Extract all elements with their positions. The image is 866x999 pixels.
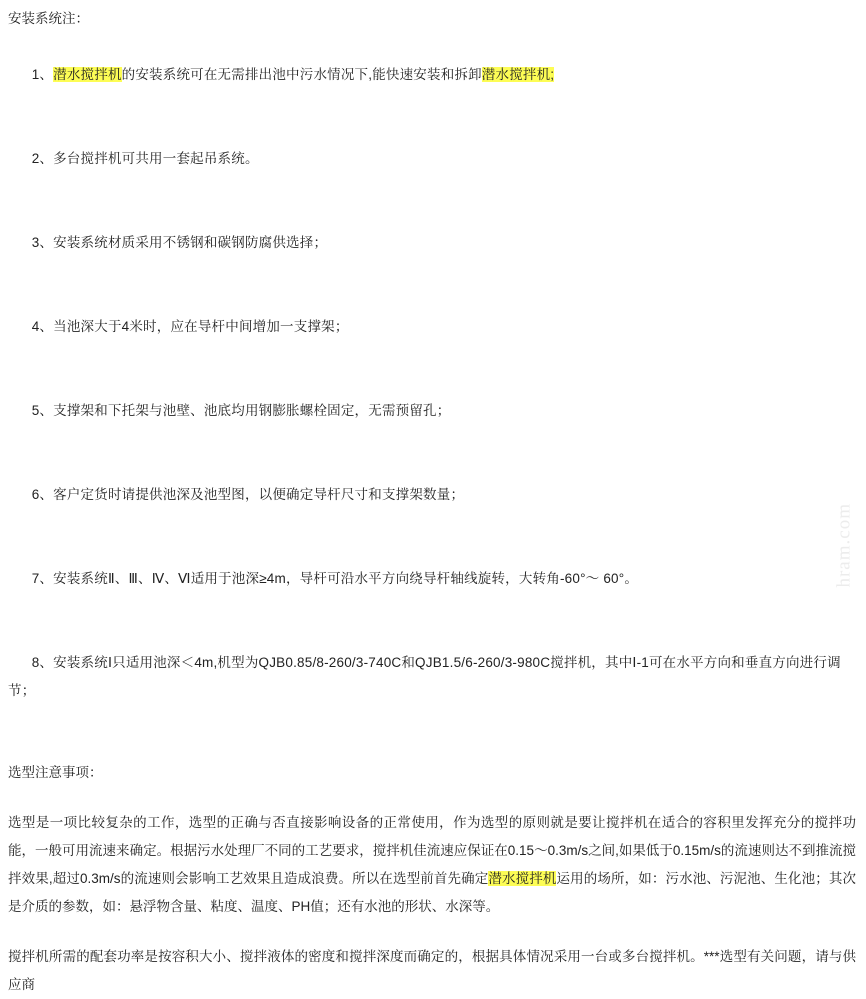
spacer (8, 787, 856, 809)
list-item-prefix: 1、 (31, 67, 54, 82)
paragraph-text: 选型是一项比较复杂的工作，选型的正确与否直接影响设备的正常使用，作为选型的原则就是要让搅拌机在适合的容积里发挥充分的搅拌功能，一般可用流速来确定。根据污水处理厂不同的工艺要求，搅拌机佳流速应保证在0.15～0.3m/s之间,如果低于0.15m/s的流速则达不到推流搅拌效果,超过0.3m/s的流速则会影响工艺效果且造成浪费。所以在选型前首先确定 (8, 815, 856, 886)
list-item-prefix: 4、 (31, 319, 54, 334)
list-item (8, 537, 856, 621)
list-item-text: 安装系统材质采用不锈钢和碳钢防腐供选择； (53, 235, 328, 250)
list-item (8, 33, 856, 117)
list-item (8, 201, 856, 285)
list-item-text: 客户定货时请提供池深及池型图，以便确定导杆尺寸和支撑架数量； (53, 487, 465, 502)
document-heading (8, 6, 856, 32)
paragraph-power-requirements (8, 943, 856, 999)
section-title (8, 759, 856, 787)
list-item-prefix: 6、 (31, 487, 54, 502)
list-item (8, 369, 856, 453)
section-title-text: 选型注意事项： (8, 765, 103, 780)
paragraph-text: 运用的场所，如：污水池、污泥池、生化池；其次是介质的参数，如：悬浮物含量、粘度、温度、PH值；还有水池的形状、水深等。 (8, 871, 857, 914)
numbered-list (8, 33, 856, 733)
spacer (8, 733, 856, 759)
list-item-text: 支撑架和下托架与池壁、池底均用钢膨胀螺栓固定，无需预留孔； (53, 403, 451, 418)
list-item-text: 多台搅拌机可共用一套起吊系统。 (53, 151, 259, 166)
list-item-prefix: 7、 (31, 571, 54, 586)
list-item-text: 安装系统Ⅰ只适用池深＜4m,机型为QJB0.85/8-260/3-740C和QJB1.5/6-260/3-980C搅拌机，其中Ⅰ-1可在水平方向和垂直方向进行调节； (8, 655, 841, 698)
paragraph-selection-principles (8, 809, 856, 921)
list-item-text: 安装系统Ⅱ、Ⅲ、Ⅳ、Ⅵ适用于池深≥4m，导杆可沿水平方向绕导杆轴线旋转，大转角-60°～ 60°。 (53, 571, 639, 586)
document-heading-text: 安装系统注： (8, 11, 89, 26)
spacer (8, 921, 856, 943)
highlighted-term: 潜水搅拌机; (481, 67, 555, 82)
list-item-prefix: 8、 (31, 655, 54, 670)
highlighted-term: 潜水搅拌机 (53, 67, 122, 82)
list-item (8, 621, 856, 733)
list-item-prefix: 3、 (31, 235, 54, 250)
list-item-text: 的安装系统可在无需排出池中污水情况下,能快速安装和拆卸 (121, 67, 482, 82)
watermark-text: hram.com (834, 503, 855, 588)
list-item-prefix: 5、 (31, 403, 54, 418)
list-item-prefix: 2、 (31, 151, 54, 166)
paragraph-text: 搅拌机所需的配套功率是按容积大小、搅拌液体的密度和搅拌深度而确定的，根据具体情况采用一台或多台搅拌机。***选型有关问题，请与供应商 (8, 949, 856, 992)
highlighted-term: 潜水搅拌机 (488, 871, 557, 886)
list-item (8, 285, 856, 369)
list-item (8, 117, 856, 201)
list-item-text: 当池深大于4米时，应在导杆中间增加一支撑架； (53, 319, 349, 334)
list-item (8, 453, 856, 537)
